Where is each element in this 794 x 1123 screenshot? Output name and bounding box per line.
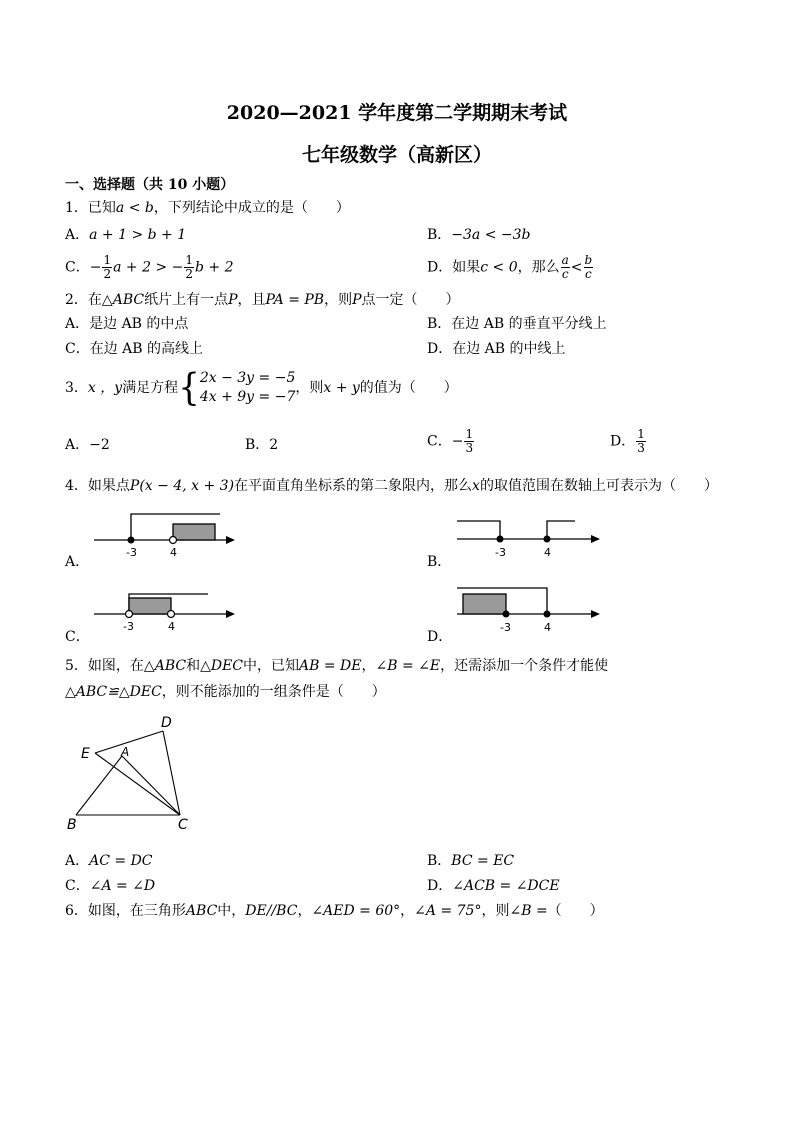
svg-text:4: 4	[544, 546, 551, 559]
q5-option-c[interactable]: C．∠A = ∠D	[65, 878, 156, 894]
svg-text:-3: -3	[126, 546, 137, 559]
exam-subtitle: 七年级数学（高新区）	[301, 144, 492, 166]
q1-option-b[interactable]: B．−3a < −3b	[427, 227, 531, 243]
fraction: $\frac{1}{2}$	[103, 253, 112, 281]
question-5-stem-line2: △ABC≌△DEC，则不能添加的一组条件是（ ）	[65, 684, 386, 700]
q4-option-b-label[interactable]: B．	[427, 554, 452, 570]
q3-option-d[interactable]: D． $\frac{1}{3}$	[610, 427, 645, 455]
q3-option-a[interactable]: A．−2	[65, 437, 110, 453]
q2-option-b[interactable]: B．在边 AB 的垂直平分线上	[427, 316, 607, 332]
q4-number-line-b[interactable]	[455, 514, 605, 564]
question-3-stem: 3．x ，y满足方程{ 2x − 3y = −5 4x + 9y = −7 ，则x + y的值为（ ）	[65, 366, 458, 410]
svg-text:-3: -3	[500, 621, 511, 634]
q4-number-line-a[interactable]	[90, 508, 240, 563]
q2-option-d[interactable]: D．在边 AB 的中线上	[427, 341, 566, 357]
q1-condition: a < b	[115, 200, 154, 216]
q4-option-c-label[interactable]: C．	[65, 629, 90, 645]
svg-text:4: 4	[168, 620, 175, 633]
question-4-stem: 4．如果点P(x − 4, x + 3)在平面直角坐标系的第二象限内，那么x的取值范围在数轴上可表示为（ ）	[65, 478, 718, 494]
q5-option-b[interactable]: B．BC = EC	[427, 853, 515, 869]
question-5-stem: 5．如图，在△ABC和△DEC中，已知AB = DE，∠B = ∠E，还需添加一个条件才能使	[65, 658, 609, 674]
fraction: $\frac{1}{2}$	[185, 253, 193, 281]
q4-number-line-d[interactable]	[455, 580, 605, 635]
q5-option-d[interactable]: D．∠ACB = ∠DCE	[427, 878, 560, 894]
q4-option-d-label[interactable]: D．	[427, 629, 453, 645]
svg-text:-3: -3	[123, 620, 134, 633]
q1-option-a[interactable]: A．a + 1 > b + 1	[65, 227, 187, 243]
svg-text:4: 4	[544, 621, 551, 634]
fraction: $\frac{1}{3}$	[637, 427, 645, 455]
svg-text:B: B	[67, 817, 77, 833]
q5-option-a[interactable]: A．AC = DC	[65, 853, 153, 869]
q2-option-a[interactable]: A．是边 AB 的中点	[65, 316, 189, 332]
svg-text:D: D	[161, 715, 172, 731]
q3-option-b[interactable]: B．2	[245, 437, 279, 453]
question-2-stem: 2．在△ABC纸片上有一点P，且PA = PB，则P点一定（ ）	[65, 292, 460, 308]
svg-text:4: 4	[170, 546, 177, 559]
question-6-stem: 6．如图，在三角形ABC中，DE//BC，∠AED = 60°，∠A = 75°，则∠B =（ ）	[65, 903, 604, 919]
svg-text:C: C	[178, 817, 188, 833]
q2-option-c[interactable]: C．在边 AB 的高线上	[65, 341, 204, 357]
exam-title: 2020—2021 学年度第二学期期末考试	[226, 102, 568, 124]
fraction: $\frac{a}{c}$	[561, 253, 569, 281]
q1-option-c[interactable]: C．− $\frac{1}{2}$ a + 2 > − $\frac{1}{2}$ b + 2	[65, 253, 234, 281]
section-heading: 一、选择题（共 10 小题）	[65, 177, 235, 193]
svg-text:A: A	[121, 745, 130, 759]
question-1-stem: 1．已知a < b，下列结论中成立的是（ ）	[65, 200, 350, 216]
q4-option-a-label[interactable]: A．	[65, 554, 90, 570]
equation-system: 2x − 3y = −5 4x + 9y = −7	[199, 370, 296, 405]
system-brace: {	[178, 366, 200, 410]
q5-triangle-figure	[65, 712, 205, 837]
q4-number-line-c[interactable]	[90, 582, 240, 637]
svg-text:E: E	[81, 746, 90, 762]
q3-option-c[interactable]: C．− $\frac{1}{3}$	[427, 427, 474, 455]
svg-text:-3: -3	[495, 546, 506, 559]
fraction: $\frac{b}{c}$	[584, 253, 593, 281]
q1-option-d[interactable]: D．如果c < 0，那么 $\frac{a}{c}$ < $\frac{b}{c}$	[427, 253, 593, 281]
fraction: $\frac{1}{3}$	[465, 427, 474, 455]
